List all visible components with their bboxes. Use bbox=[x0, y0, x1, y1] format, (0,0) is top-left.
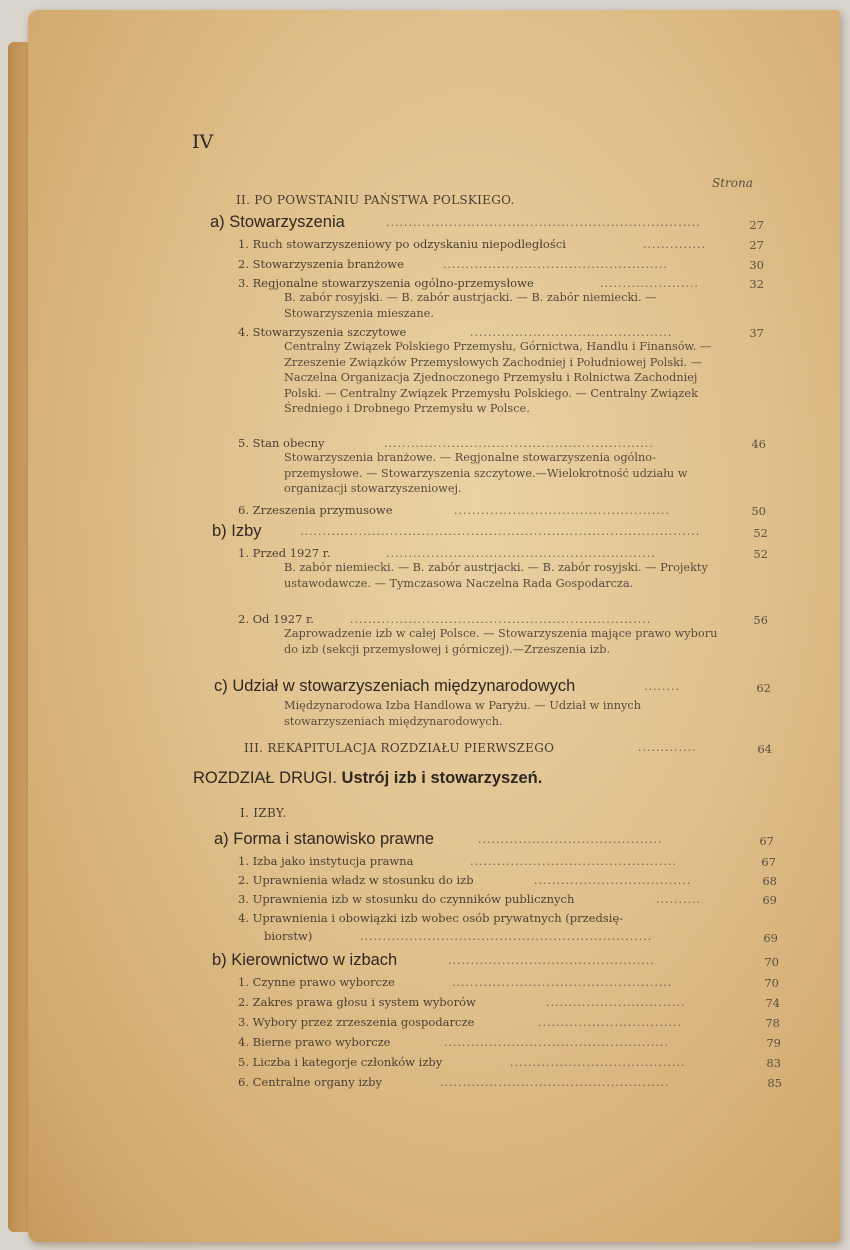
toc-item: 4. Stowarzyszenia szczytowe bbox=[238, 325, 407, 339]
toc-item: 2. Od 1927 r. bbox=[238, 612, 314, 626]
heading-b-izby: b) Izby bbox=[212, 522, 262, 540]
leader-dots: .............................................. bbox=[470, 855, 677, 868]
toc-item: 6. Centralne organy izby bbox=[238, 1075, 382, 1089]
leader-dots: ............. bbox=[638, 741, 697, 754]
page-ref: 79 bbox=[766, 1036, 781, 1050]
leader-dots: ......................................... bbox=[478, 833, 663, 846]
page-ref: 74 bbox=[765, 996, 780, 1010]
page-ref: 62 bbox=[756, 681, 771, 695]
toc-item: 1. Ruch stowarzyszeniowy po odzyskaniu niepodległości bbox=[238, 237, 566, 251]
page-ref: 67 bbox=[759, 834, 774, 848]
section-title-izby: I. IZBY. bbox=[240, 806, 287, 820]
heading-a-stowarzyszenia: a) Stowarzyszenia bbox=[210, 213, 345, 231]
page-ref: 32 bbox=[749, 277, 764, 291]
toc-item: 6. Zrzeszenia przymusowe bbox=[238, 503, 393, 517]
toc-item: 3. Wybory przez zrzeszenia gospodarcze bbox=[238, 1015, 475, 1029]
toc-subtopics: Zaprowadzenie izb w całej Polsce. — Stowarzyszenia mające prawo wyboru do izb (sekcji przemysłowej i górniczej).—Zrzeszenia izb. bbox=[284, 627, 718, 656]
leader-dots: ................................... bbox=[534, 874, 692, 887]
heading-b-kierownictwo: b) Kierownictwo w izbach bbox=[212, 951, 398, 969]
leader-dots: ................................................... bbox=[440, 1076, 670, 1089]
toc-subtopics: B. zabór niemiecki. — B. zabór austrjacki. — B. zabór rosyjski. — Projekty ustawodawcze. — Tymczasowa Naczelna Rada Gospodarcza. bbox=[284, 561, 708, 590]
page-number-roman: IV bbox=[192, 131, 214, 153]
toc-item: 2. Uprawnienia władz w stosunku do izb bbox=[238, 873, 474, 887]
leader-dots: ....................................... bbox=[510, 1056, 686, 1069]
section-title-part-3: III. REKAPITULACJA ROZDZIAŁU PIERWSZEGO bbox=[244, 741, 555, 755]
page-ref: 56 bbox=[753, 613, 768, 627]
toc-subtopics: Centralny Związek Polskiego Przemysłu, Górnictwa, Handlu i Finansów. — Zrzeszenie Związków Przemysłowych Zachodniej i Południowej Polski. — Naczelna Organizacja Zjednoczonego Przemysłu i Rolnictwa Zachodniej Polski. — Centralny Związek Przemysłu Polskiego. — Centralny Związek Średniego i Drobnego Przemysłu w Polsce. bbox=[284, 340, 712, 416]
page-ref: 67 bbox=[761, 855, 776, 869]
page-ref: 68 bbox=[762, 874, 777, 888]
leader-dots: ...................... bbox=[600, 277, 699, 290]
page-ref: 70 bbox=[764, 955, 779, 969]
chapter-2-title: ROZDZIAŁ DRUGI. Ustrój izb i stowarzyszeń. bbox=[193, 769, 543, 787]
page-ref: 78 bbox=[765, 1016, 780, 1030]
page-ref: 64 bbox=[757, 742, 772, 756]
leader-dots: ........ bbox=[644, 680, 680, 693]
page-ref: 70 bbox=[764, 976, 779, 990]
leader-dots: ................................................................. bbox=[360, 930, 653, 943]
toc-item: 5. Liczba i kategorje członków izby bbox=[238, 1055, 443, 1069]
page-ref: 37 bbox=[749, 326, 764, 340]
toc-item: 3. Uprawnienia izb w stosunku do czynników publicznych bbox=[238, 892, 575, 906]
leader-dots: .................................................. bbox=[444, 1036, 669, 1049]
page-ref: 50 bbox=[751, 504, 766, 518]
leader-dots: ......................................................................................... bbox=[300, 525, 701, 538]
page-ref: 27 bbox=[749, 238, 764, 252]
leader-dots: ............................................................ bbox=[384, 437, 654, 450]
leader-dots: ............................... bbox=[546, 996, 686, 1009]
toc-subtopics: Międzynarodowa Izba Handlowa w Paryżu. — Udział w innych stowarzyszeniach międzynarodowych. bbox=[284, 699, 642, 728]
toc-item: 3. Regjonalne stowarzyszenia ogólno-przemysłowe bbox=[238, 276, 534, 290]
page-ref: 52 bbox=[753, 547, 768, 561]
page-ref: 69 bbox=[763, 931, 778, 945]
leader-dots: ............................................. bbox=[470, 326, 673, 339]
page-ref: 52 bbox=[753, 526, 768, 540]
page-ref: 46 bbox=[751, 437, 766, 451]
heading-a-forma: a) Forma i stanowisko prawne bbox=[214, 830, 435, 848]
section-title-part-2: II. PO POWSTANIU PAŃSTWA POLSKIEGO. bbox=[236, 193, 515, 207]
toc-item: 1. Przed 1927 r. bbox=[238, 546, 331, 560]
leader-dots: ................................ bbox=[538, 1016, 682, 1029]
toc-subtopics: Stowarzyszenia branżowe. — Regjonalne stowarzyszenia ogólno-przemysłowe. — Stowarzyszenia szczytowe.—Wielokrotność udziału w organizacji stowarzyszeniowej. bbox=[284, 451, 688, 496]
leader-dots: ................................................ bbox=[454, 504, 670, 517]
page-column-label: Strona bbox=[712, 176, 753, 190]
toc-item: 4. Uprawnienia i obowiązki izb wobec osób prywatnych (przedsię- bbox=[238, 911, 624, 925]
page-ref: 30 bbox=[749, 258, 764, 272]
toc-item: 2. Stowarzyszenia branżowe bbox=[238, 257, 404, 271]
page-ref: 85 bbox=[767, 1076, 782, 1090]
toc-item: 2. Zakres prawa głosu i system wyborów bbox=[238, 995, 476, 1009]
page-ref: 69 bbox=[762, 893, 777, 907]
toc-item: 1. Izba jako instytucja prawna bbox=[238, 854, 414, 868]
heading-c-udzial: c) Udział w stowarzyszeniach międzynarodowych bbox=[214, 677, 576, 695]
toc-item: 4. Bierne prawo wyborcze bbox=[238, 1035, 391, 1049]
toc-item: 5. Stan obecny bbox=[238, 436, 325, 450]
leader-dots: ................................................................... bbox=[350, 613, 652, 626]
page-ref: 83 bbox=[766, 1056, 781, 1070]
toc-item: 1. Czynne prawo wyborcze bbox=[238, 975, 395, 989]
leader-dots: .................................................. bbox=[443, 258, 668, 271]
leader-dots: .............. bbox=[643, 238, 706, 251]
leader-dots: .............................................. bbox=[448, 954, 655, 967]
toc-subtopics: B. zabór rosyjski. — B. zabór austrjacki. — B. zabór niemiecki. — Stowarzyszenia mieszane. bbox=[284, 291, 657, 320]
leader-dots: .......... bbox=[656, 893, 701, 906]
leader-dots: ................................................. bbox=[452, 976, 673, 989]
toc-item-continuation: biorstw) bbox=[264, 929, 313, 943]
leader-dots: ...................................................................... bbox=[386, 216, 701, 229]
page-ref: 27 bbox=[749, 218, 764, 232]
leader-dots: ............................................................ bbox=[386, 547, 656, 560]
